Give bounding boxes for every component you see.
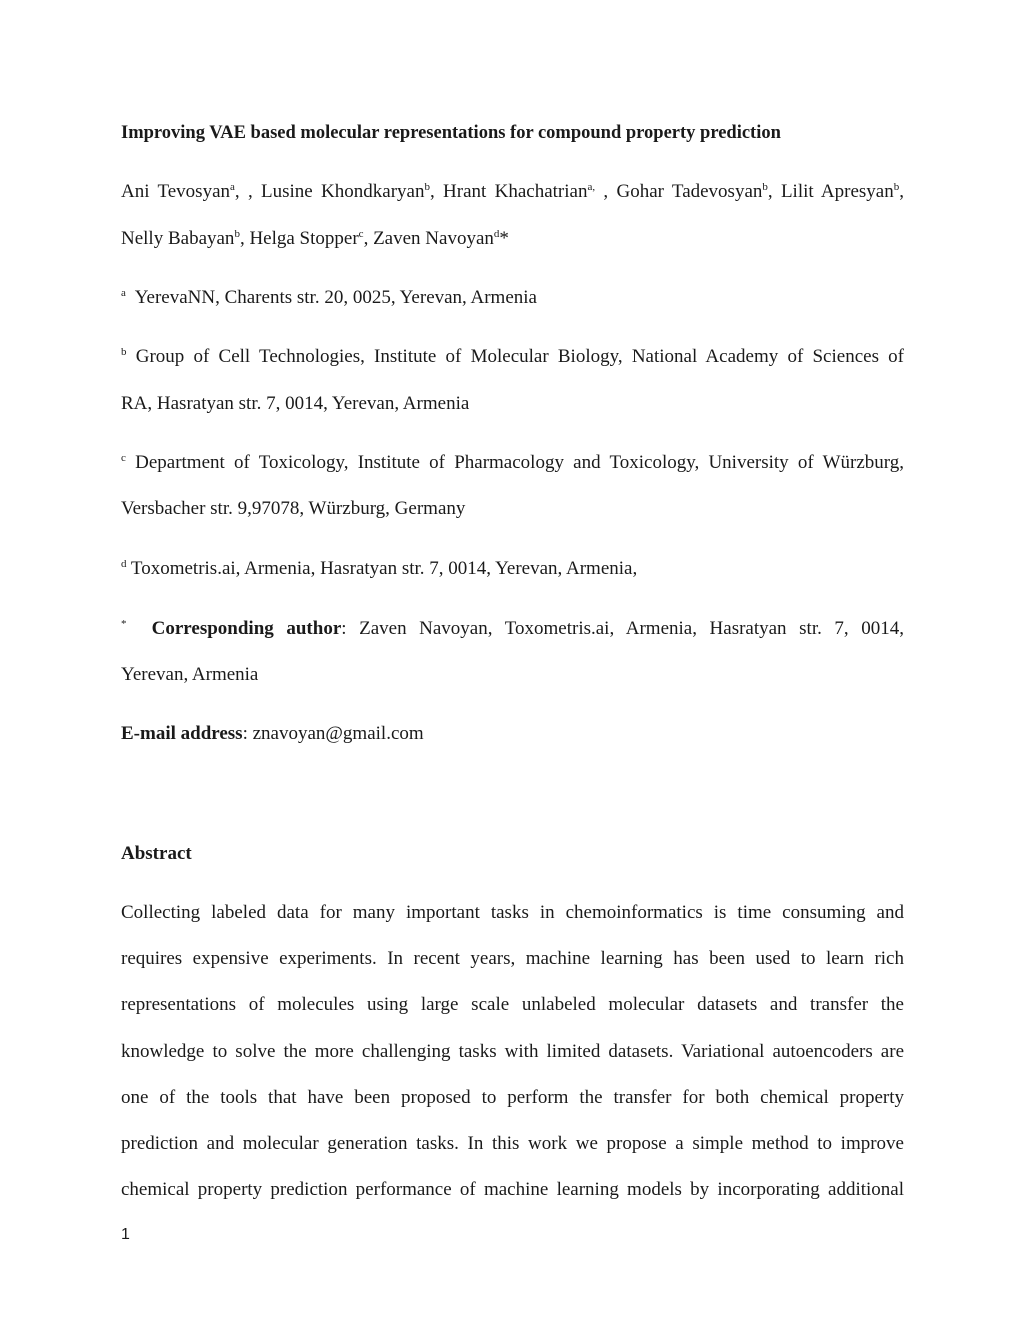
page-number: 1 [121,1226,130,1243]
author-name: Gohar Tadevosyan [616,181,763,202]
author-affiliation-mark: b [424,181,430,193]
email-label: E-mail address [121,723,243,744]
affiliation-mark: a [121,287,126,299]
corresponding-mark: * [121,618,127,630]
corresponding-mark: * [499,228,509,249]
author-separator: , [363,228,374,249]
affiliation-d [121,557,637,581]
paper-title: Improving VAE based molecular representations for compound property prediction [121,123,781,143]
author-name: Lilit Apresyan [780,181,894,202]
corresponding-author-text: : Zaven Navoyan, Toxometris.ai, Armenia, Hasratyan str. 7, 0014, [341,618,904,639]
affiliation-text: Toxometris.ai, Armenia, Hasratyan str. 7, 0014, Yerevan, Armenia, [130,558,638,579]
corresponding-author-line-2: Yerevan, Armenia [121,664,259,685]
author-name: Helga Stopper [249,228,359,249]
author-list-line-1 [121,180,904,204]
corresponding-author-label: Corresponding author [151,618,342,639]
affiliation-mark: b [121,346,127,358]
author-list-line-2 [121,227,509,251]
abstract-line: one of the tools that have been proposed to perform the transfer for both chemical property [121,1087,904,1108]
author-affiliation-mark: b [893,181,900,193]
affiliation-b-line-2: RA, Hasratyan str. 7, 0014, Yerevan, Armenia [121,393,470,414]
corresponding-author-line-1 [121,617,904,641]
affiliation-c-line-1 [121,451,904,475]
affiliation-text: Group of Cell Technologies, Institute of Molecular Biology, National Academy of Sciences of [135,346,904,367]
abstract-line: requires expensive experiments. In recent years, machine learning has been used to learn rich [121,948,904,969]
email-line [121,722,424,746]
email-address: : znavoyan@gmail.com [242,723,424,744]
author-separator: , [595,181,617,202]
abstract-line: prediction and molecular generation tasks. In this work we propose a simple method to improve [121,1133,904,1154]
affiliation-text: YerevaNN, Charents str. 20, 0025, Yerevan, Armenia [134,287,537,308]
affiliation-c-line-2: Versbacher str. 9,97078, Würzburg, Germany [121,498,466,519]
author-name: Lusine Khondkaryan [261,181,425,202]
author-name: Nelly Babayan [121,228,235,249]
author-affiliation-mark: c [358,228,364,240]
affiliation-a [121,286,537,310]
author-affiliation-mark: b [234,228,240,240]
author-separator: , [239,228,250,249]
affiliation-mark: d [121,558,127,570]
author-affiliation-mark: a, [587,181,596,193]
abstract-line: Collecting labeled data for many important tasks in chemoinformatics is time consuming and [121,902,904,923]
affiliation-mark: c [121,452,126,464]
abstract-line: chemical property prediction performance of machine learning models by incorporating additional [121,1179,904,1200]
abstract-heading: Abstract [121,843,192,864]
author-name: Ani Tevosyan [121,181,231,202]
affiliation-b-line-1 [121,345,904,369]
author-separator: , [429,181,444,202]
author-affiliation-mark: d [493,228,500,240]
abstract-line: representations of molecules using large scale unlabeled molecular datasets and transfer the [121,994,904,1015]
author-affiliation-mark: b [762,181,768,193]
affiliation-text: Department of Toxicology, Institute of Pharmacology and Toxicology, University of Würzburg, [135,452,904,473]
author-name: Zaven Navoyan [373,228,494,249]
author-name: Hrant Khachatrian [443,181,588,202]
author-separator: , [899,181,904,202]
author-separator: , , [234,181,262,202]
author-affiliation-mark: a [230,181,235,193]
author-separator: , [767,181,781,202]
abstract-line: knowledge to solve the more challenging tasks with limited datasets. Variational autoencoders are [121,1041,904,1062]
